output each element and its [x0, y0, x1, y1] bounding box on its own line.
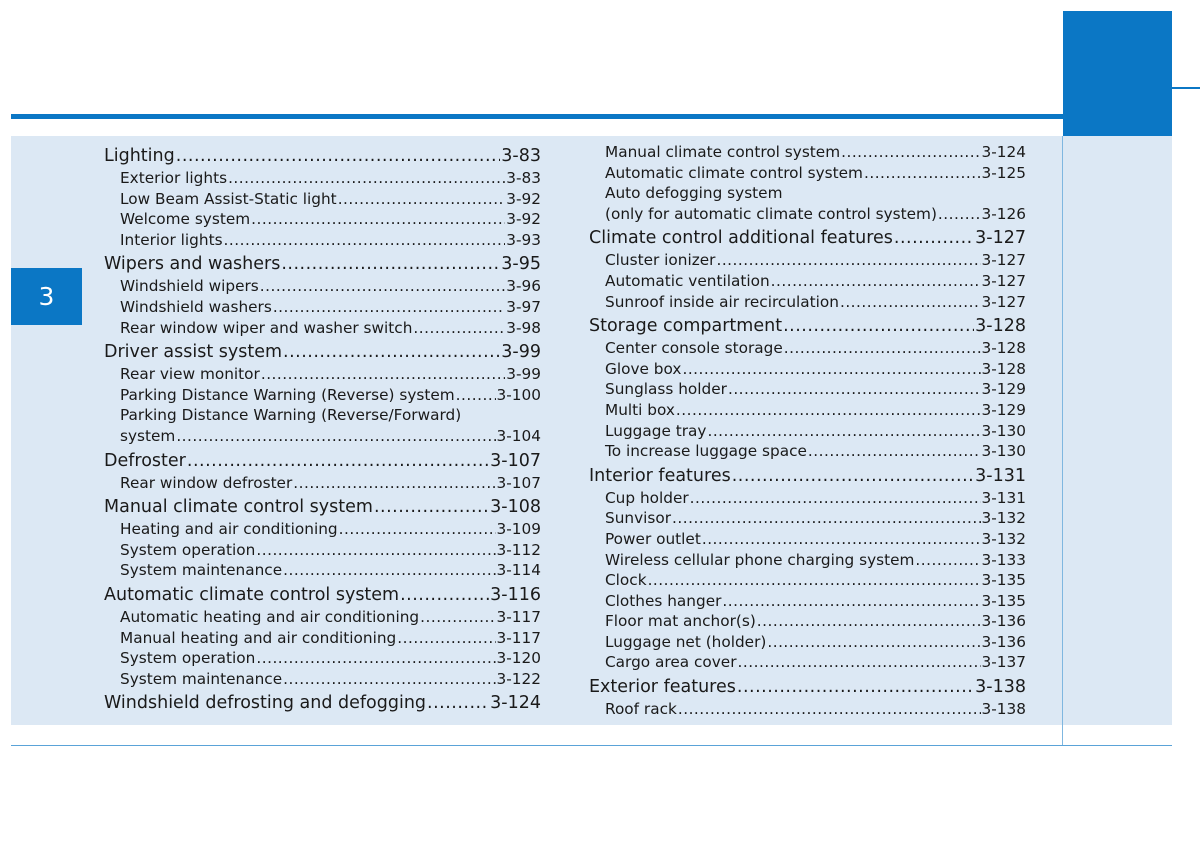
toc-subentry[interactable]: [589, 250, 1026, 271]
toc-entry-title: Rear window defroster: [120, 473, 293, 492]
toc-page-number: 3-112: [496, 540, 541, 559]
dot-leader: [716, 250, 980, 271]
toc-entry-title: Parking Distance Warning (Reverse) system: [120, 385, 455, 404]
toc-entry-title: System operation: [120, 540, 256, 559]
toc-section-entry[interactable]: [589, 226, 1026, 250]
toc-entry-title: Cup holder: [605, 488, 689, 507]
toc-subentry[interactable]: [104, 364, 541, 385]
corner-tick: [1172, 87, 1200, 89]
toc-page-number: 3-132: [981, 509, 1026, 528]
toc-page-number: 3-98: [506, 318, 541, 337]
toc-page-number: 3-99: [501, 342, 541, 363]
toc-page-number: 3-138: [975, 677, 1026, 698]
toc-section-entry[interactable]: [104, 449, 541, 473]
dot-leader: [283, 669, 495, 690]
dot-leader: [293, 473, 495, 494]
toc-entry-title: Auto defogging system: [605, 184, 783, 203]
toc-page-number: 3-127: [981, 271, 1026, 290]
toc-entry-title: Defroster: [104, 450, 186, 471]
chapter-tab: 3: [11, 268, 82, 325]
toc-subentry[interactable]: [589, 611, 1026, 632]
toc-subentry[interactable]: [589, 529, 1026, 550]
toc-section-entry[interactable]: [104, 144, 541, 168]
dot-leader: [648, 570, 981, 591]
dot-leader: [783, 314, 974, 338]
toc-entry-title: Driver assist system: [104, 342, 283, 363]
toc-subentry[interactable]: [589, 632, 1026, 653]
toc-entry-title: Luggage net (holder): [605, 632, 767, 651]
toc-subentry[interactable]: [104, 519, 541, 540]
toc-entry-title: Parking Distance Warning (Reverse/Forward): [120, 406, 462, 425]
toc-section-entry[interactable]: [104, 495, 541, 519]
toc-page-number: 3-122: [496, 669, 541, 688]
toc-page-number: 3-136: [981, 632, 1026, 651]
dot-leader: [707, 421, 980, 442]
toc-entry-title: Windshield washers: [120, 297, 272, 316]
toc-section-entry[interactable]: [104, 691, 541, 715]
toc-page-number: 3-83: [506, 169, 541, 187]
dot-leader: [690, 488, 981, 509]
toc-entry-title: Interior lights: [120, 230, 223, 249]
toc-subentry[interactable]: [589, 338, 1026, 359]
toc-page-number: 3-107: [496, 473, 541, 492]
toc-entry-title: System maintenance: [120, 561, 283, 580]
toc-subentry[interactable]: [104, 168, 541, 189]
toc-entry-title: Manual climate control system: [605, 143, 841, 161]
dot-leader: [738, 652, 981, 673]
toc-column-right: [589, 142, 1026, 720]
toc-entry-title: Exterior lights: [120, 169, 228, 187]
dot-leader: [808, 441, 981, 462]
toc-subentry[interactable]: [589, 163, 1026, 184]
toc-page-number: 3-92: [506, 189, 541, 208]
dot-leader: [864, 163, 981, 184]
toc-entry-title: Cargo area cover: [605, 653, 737, 672]
toc-subentry[interactable]: [589, 591, 1026, 612]
toc-subentry[interactable]: [589, 488, 1026, 509]
toc-entry-title: Multi box: [605, 400, 675, 419]
toc-entry-title: Sunroof inside air recirculation: [605, 292, 839, 311]
toc-page-number: 3-128: [981, 359, 1026, 378]
margin-rule: [1062, 136, 1063, 746]
toc-entry-title: Welcome system: [120, 210, 251, 229]
toc-page-number: 3-120: [496, 649, 541, 668]
toc-subentry[interactable]: [589, 699, 1026, 720]
toc-entry-title: Interior features: [589, 465, 731, 486]
dot-leader: [256, 648, 495, 669]
toc-subentry[interactable]: [104, 189, 541, 210]
toc-page-number: 3-83: [501, 146, 541, 166]
toc-subentry[interactable]: [104, 669, 541, 690]
dot-leader: [894, 226, 974, 250]
dot-leader: [397, 628, 495, 649]
toc-page-number: 3-136: [981, 612, 1026, 631]
toc-entry-title: Sunvisor: [605, 509, 672, 528]
toc-entry-title: (only for automatic climate control system): [605, 204, 937, 223]
dot-leader: [682, 359, 980, 380]
toc-page-number: 3-95: [501, 254, 541, 275]
toc-entry-title: Windshield wipers: [120, 277, 259, 296]
toc-entry-title: Heating and air conditioning: [120, 520, 338, 539]
toc-subentry[interactable]: [104, 405, 541, 426]
dot-leader: [732, 464, 974, 488]
toc-page-number: 3-128: [975, 316, 1026, 337]
dot-leader: [273, 297, 505, 318]
header-rule: [11, 114, 1063, 119]
toc-page-number: 3-108: [490, 497, 541, 518]
dot-leader: [400, 583, 489, 607]
toc-page-number: 3-137: [981, 653, 1026, 672]
toc-subentry[interactable]: [589, 271, 1026, 292]
toc-page-number: 3-127: [981, 251, 1026, 270]
toc-page-number: 3-92: [506, 210, 541, 229]
toc-subentry[interactable]: [589, 183, 1026, 204]
toc-page-number: 3-124: [490, 693, 541, 714]
dot-leader: [676, 400, 981, 421]
toc-subentry[interactable]: [104, 560, 541, 581]
dot-leader: [256, 540, 495, 561]
toc-page-number: 3-114: [496, 561, 541, 580]
toc-page-number: 3-104: [496, 426, 541, 445]
toc-page-number: 3-128: [981, 339, 1026, 358]
toc-entry-title: System maintenance: [120, 669, 283, 688]
toc-subentry[interactable]: [589, 400, 1026, 421]
dot-leader: [176, 426, 495, 447]
dot-leader: [841, 142, 980, 163]
toc-section-entry[interactable]: [104, 340, 541, 364]
toc-section-entry[interactable]: [104, 583, 541, 607]
toc-subentry[interactable]: [589, 570, 1026, 591]
toc-subentry[interactable]: [104, 297, 541, 318]
toc-section-entry[interactable]: [589, 675, 1026, 699]
toc-page-number: 3-132: [981, 529, 1026, 548]
toc-page-number: 3-99: [506, 365, 541, 384]
dot-leader: [339, 519, 496, 540]
toc-section-entry[interactable]: [104, 252, 541, 276]
toc-subentry[interactable]: [589, 550, 1026, 571]
dot-leader: [283, 340, 500, 364]
toc-entry-title: Roof rack: [605, 700, 677, 719]
dot-leader: [767, 632, 980, 653]
dot-leader: [456, 385, 496, 406]
dot-leader: [784, 338, 981, 359]
toc-entry-title: Sunglass holder: [605, 380, 727, 399]
dot-leader: [374, 495, 489, 519]
dot-leader: [261, 364, 505, 385]
toc-entry-title: Automatic ventilation: [605, 271, 770, 290]
toc-subentry[interactable]: [104, 426, 541, 447]
toc-page-number: 3-97: [506, 297, 541, 316]
dot-leader: [413, 318, 505, 339]
toc-page-number: 3-135: [981, 591, 1026, 610]
toc-entry-title: Manual heating and air conditioning: [120, 628, 397, 647]
dot-leader: [281, 252, 500, 276]
toc-page-number: 3-129: [981, 400, 1026, 419]
toc-entry-title: Wipers and washers: [104, 254, 281, 275]
dot-leader: [771, 271, 981, 292]
toc-page-number: 3-107: [490, 450, 541, 471]
toc-entry-title: Windshield defrosting and defogging: [104, 693, 427, 714]
dot-leader: [251, 209, 505, 230]
toc-page-number: 3-127: [981, 292, 1026, 311]
dot-leader: [672, 508, 981, 529]
footer-rule: [11, 745, 1172, 746]
toc-section-entry[interactable]: [589, 464, 1026, 488]
toc-page-number: 3-126: [981, 204, 1026, 223]
toc-entry-title: Storage compartment: [589, 316, 783, 337]
toc-section-entry[interactable]: [589, 314, 1026, 338]
toc-page-number: 3-130: [981, 442, 1026, 461]
toc-entry-title: System operation: [120, 649, 256, 668]
toc-subentry[interactable]: [104, 276, 541, 297]
dot-leader: [176, 144, 501, 168]
toc-page-number: 3-117: [496, 628, 541, 647]
toc-subentry[interactable]: [104, 607, 541, 628]
dot-leader: [702, 529, 981, 550]
toc-subentry[interactable]: [589, 379, 1026, 400]
dot-leader: [728, 379, 981, 400]
toc-page-number: 3-135: [981, 571, 1026, 590]
toc-subentry[interactable]: [589, 204, 1026, 225]
toc-page-number: 3-130: [981, 421, 1026, 440]
toc-entry-title: Glove box: [605, 359, 682, 378]
toc-subentry[interactable]: [589, 359, 1026, 380]
toc-subentry[interactable]: [589, 142, 1026, 163]
toc-entry-title: Automatic climate control system: [104, 584, 400, 605]
dot-leader: [938, 204, 981, 225]
toc-page-number: 3-133: [981, 550, 1026, 569]
toc-entry-title: Climate control additional features: [589, 228, 893, 249]
toc-subentry[interactable]: [589, 508, 1026, 529]
toc-entry-title: Automatic heating and air conditioning: [120, 607, 420, 626]
dot-leader: [722, 591, 980, 612]
dot-leader: [427, 691, 489, 715]
toc-page-number: 3-127: [975, 228, 1026, 249]
dot-leader: [757, 611, 981, 632]
toc-subentry[interactable]: [104, 540, 541, 561]
toc-page-number: 3-129: [981, 380, 1026, 399]
dot-leader: [187, 449, 489, 473]
toc-page-number: 3-109: [496, 520, 541, 539]
toc-subentry[interactable]: [104, 628, 541, 649]
toc-subentry[interactable]: [104, 473, 541, 494]
toc-subentry[interactable]: [104, 209, 541, 230]
toc-entry-title: Rear view monitor: [120, 365, 260, 384]
dot-leader: [915, 550, 980, 571]
dot-leader: [338, 189, 506, 210]
dot-leader: [737, 675, 974, 699]
toc-entry-title: Clothes hanger: [605, 591, 722, 610]
toc-subentry[interactable]: [589, 292, 1026, 313]
toc-entry-title: Low Beam Assist-Static light: [120, 189, 337, 208]
toc-subentry[interactable]: [589, 421, 1026, 442]
toc-page-number: 3-124: [981, 143, 1026, 161]
toc-subentry[interactable]: [589, 652, 1026, 673]
toc-entry-title: Clock: [605, 571, 647, 590]
toc-entry-title: Center console storage: [605, 339, 783, 358]
dot-leader: [840, 292, 981, 313]
toc-page-number: 3-138: [981, 700, 1026, 719]
toc-page-number: 3-131: [981, 488, 1026, 507]
dot-leader: [260, 276, 506, 297]
toc-column-left: [104, 142, 541, 715]
toc-entry-title: Lighting: [104, 146, 175, 166]
dot-leader: [228, 168, 505, 189]
dot-leader: [283, 560, 495, 581]
toc-entry-title: Manual climate control system: [104, 497, 373, 518]
toc-page-number: 3-125: [981, 163, 1026, 182]
toc-page-number: 3-116: [490, 584, 541, 605]
toc-entry-title: Automatic climate control system: [605, 163, 863, 182]
toc-entry-title: Luggage tray: [605, 421, 707, 440]
dot-leader: [420, 607, 495, 628]
toc-entry-title: To increase luggage space: [605, 442, 807, 461]
toc-subentry[interactable]: [104, 318, 541, 339]
toc-page-number: 3-100: [496, 385, 541, 404]
toc-entry-title: Exterior features: [589, 677, 736, 698]
toc-subentry[interactable]: [104, 230, 541, 251]
toc-entry-title: Wireless cellular phone charging system: [605, 550, 915, 569]
toc-subentry[interactable]: [589, 441, 1026, 462]
toc-page-number: 3-117: [496, 607, 541, 626]
corner-tab-block: [1063, 11, 1172, 136]
toc-page-number: 3-96: [506, 277, 541, 296]
toc-page-number: 3-93: [506, 230, 541, 249]
toc-subentry[interactable]: [104, 385, 541, 406]
toc-entry-title: Cluster ionizer: [605, 251, 716, 270]
toc-entry-title: Floor mat anchor(s): [605, 612, 756, 631]
toc-entry-title: Power outlet: [605, 529, 701, 548]
toc-entry-title: system: [120, 426, 176, 445]
dot-leader: [224, 230, 506, 251]
dot-leader: [678, 699, 981, 720]
toc-page-number: 3-131: [975, 465, 1026, 486]
toc-entry-title: Rear window wiper and washer switch: [120, 318, 413, 337]
toc-subentry[interactable]: [104, 648, 541, 669]
